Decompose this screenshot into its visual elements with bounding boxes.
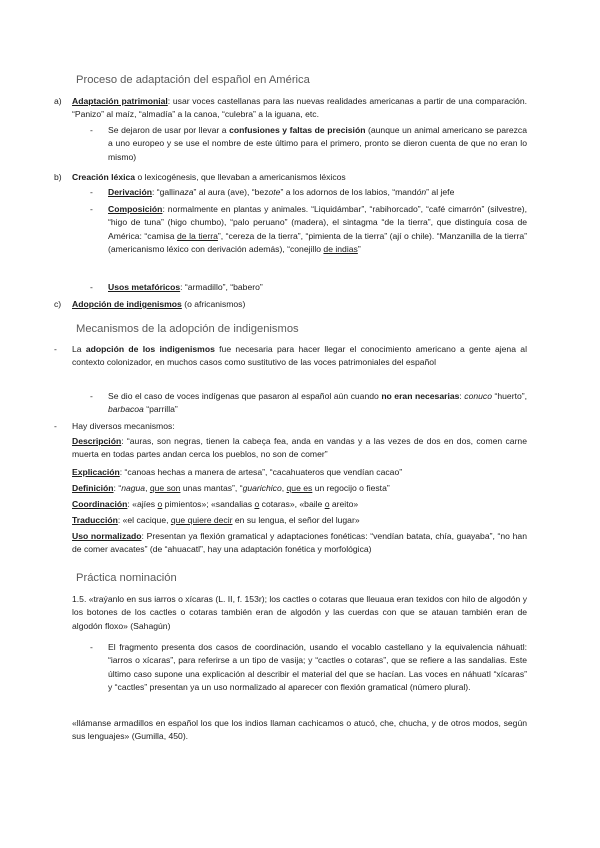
term-adaptacion-patrimonial: Adaptación patrimonial xyxy=(72,96,168,106)
item-traduccion: Traducción: «el cacique, que quiere decir en su lengua, el señor del lugar» xyxy=(72,515,360,525)
dash-bullet: - xyxy=(90,204,93,214)
item-adopcion-indigenismos: Adopción de indigenismos (o africanismos) xyxy=(72,299,246,309)
item-adaptacion-patrimonial: Adaptación patrimonial: usar voces castellanas para las nuevas realidades americanas a partir de una comparación. “Panizo” al maíz, “almadía” a la canoa, “culebra” a la iguana, etc. xyxy=(72,96,528,120)
item-descripcion: Descripción: “auras, son negras, tienen la cabeça fea, anda en vandas y a las vezes de dos en dos, comen carne muerta en todas partes andan cerca los pueblos, no son de comer” xyxy=(72,436,527,460)
paragraph-mecanismos: Hay diversos mecanismos: xyxy=(72,421,175,431)
dash-bullet: - xyxy=(90,391,93,401)
section-heading-mecanismos: Mecanismos de la adopción de indigenismos xyxy=(76,323,299,335)
item-explicacion: Explicación: “canoas hechas a manera de artesa”, “cacahuateros que vendían cacao” xyxy=(72,467,403,477)
list-marker-b: b) xyxy=(54,172,62,182)
dash-bullet: - xyxy=(54,421,57,431)
dash-bullet: - xyxy=(90,187,93,197)
answer-paragraph: El fragmento presenta dos casos de coordinación, usando el vocablo castellano y la equivalencia náhuatl: “iarros o xícaras”, para referirse a un tipo de vasija; y “cactles o cotaras”, que se refiere a las sandalias. Este último caso supone una explicación al describir el material del que se hacían. Las voces en náhuatl “xícaras” y “cactles” presentan ya un uso normalizado al aparecer con flexión gramatical (número plural). xyxy=(108,642,527,692)
dash-bullet: - xyxy=(90,125,93,135)
dash-bullet: - xyxy=(90,642,93,652)
item-uso-normalizado: Uso normalizado: Presentan ya flexión gramatical y adaptaciones fonéticas: “vendían batata, chía, guayaba”, “no han de comer avacates” (de “ahuacatl”, hay una adaptación fonética y morfológica) xyxy=(72,531,527,555)
sub-item-composicion: Composición: normalmente en plantas y animales. “Liquidámbar”, “rabihorcado”, “café cimarrón” (silvestre), “higo de tuna” (higo chumbo), “palo peruano” (madera), el sintagma “de la tierra”, que distinguía cosa de América: “camisa de la tierra”, “cereza de la tierra”, “pimienta de la tierra” (ají o chile). “Manzanilla de la tierra” (americanismo léxico con derivación además), “conejillo de indias” xyxy=(108,204,527,254)
list-marker-a: a) xyxy=(54,96,62,106)
section-heading-adaptacion: Proceso de adaptación del español en América xyxy=(76,74,310,86)
sub-item-derivacion: Derivación: “gallinaza” al aura (ave), “bezote” a los adornos de los labios, “mandón” al jefe xyxy=(108,187,455,197)
dash-bullet: - xyxy=(90,282,93,292)
term-creacion-lexica: Creación léxica xyxy=(72,172,136,182)
section-heading-practica: Práctica nominación xyxy=(76,572,177,584)
item-coordinacion: Coordinación: «ajíes o pimientos»; «sandalias o cotaras», «baile o areito» xyxy=(72,499,359,509)
quote-gumilla: «llámanse armadillos en español los que los indios llaman cachicamos o atucó, che, chucha, y de otros modos, según sus lenguajes» (Gumilla, 450). xyxy=(72,718,527,742)
item-creacion-lexica: Creación léxica o lexicogénesis, que llevaban a americanismos léxicos xyxy=(72,172,346,182)
paragraph-adopcion: La adopción de los indigenismos fue necesaria para hacer llegar el conocimiento americano a gente ajena al contexto colonizador, en muchos casos como sustitutivo de las voces patrimoniales del español xyxy=(72,344,527,368)
sub-item-no-necesarias: Se dio el caso de voces indígenas que pasaron al español aún cuando no eran necesarias: conuco “huerto”, barbacoa “parrilla” xyxy=(108,391,527,415)
sub-item-confusiones: Se dejaron de usar por llevar a confusiones y faltas de precisión (aunque un animal americano se parezca a uno europeo y se use el nombre de este último para el primero, pronto se dieron cuenta de que no eran lo mismo) xyxy=(108,125,528,162)
dash-bullet: - xyxy=(54,344,57,354)
sub-item-usos-metaforicos: Usos metafóricos: “armadillo”, “babero” xyxy=(108,282,263,292)
quote-sahagun: 1.5. «traýanlo en sus iarros o xícaras (L. II, f. 153r); los cactles o cotaras que lleuaua eran texidos con hilo de algodón y los botones de los cactles o cotaras también eran de algodón y las cuerdas con que se atauan también eran de algodón floxo» (Sahagún) xyxy=(72,594,527,631)
term-adopcion-indigenismos: Adopción de indigenismos xyxy=(72,299,182,309)
list-marker-c: c) xyxy=(54,299,62,309)
item-definicion: Definición: “nagua, que son unas mantas”, “guarichico, que es un regocijo o fiesta” xyxy=(72,483,390,493)
